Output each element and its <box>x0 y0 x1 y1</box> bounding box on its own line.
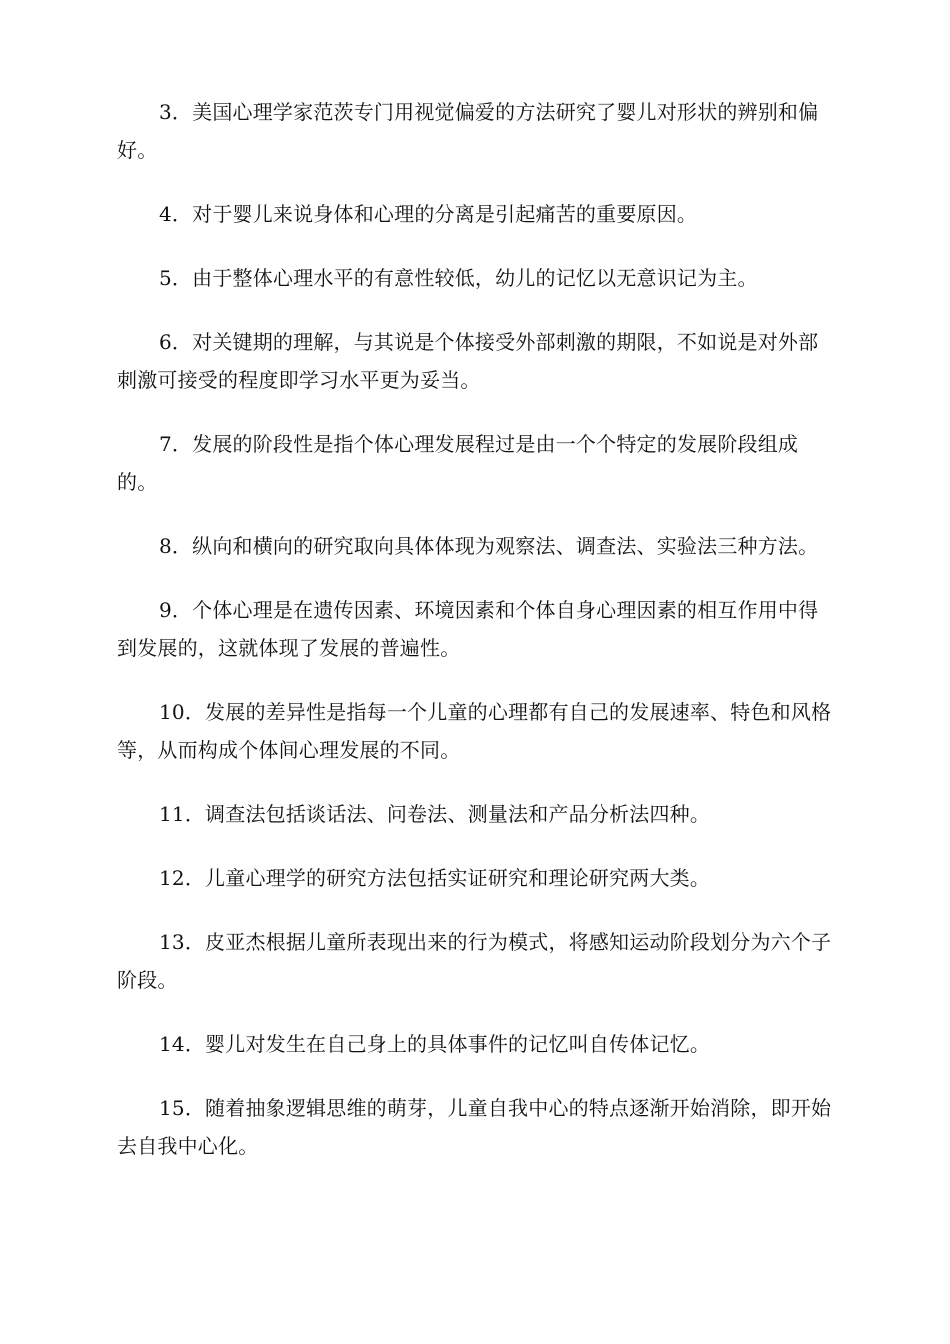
statement-item-11: 11．调查法包括谈话法、问卷法、测量法和产品分析法四种。 <box>159 802 711 826</box>
statement-item-13: 13．皮亚杰根据儿童所表现出来的行为模式，将感知运动阶段划分为六个子阶段。 <box>117 930 832 992</box>
statement-item-6: 6．对关键期的理解，与其说是个体接受外部刺激的期限，不如说是对外部刺激可接受的程度即学习水平更为妥当。 <box>117 330 819 392</box>
statement-item-15: 15．随着抽象逻辑思维的萌芽，儿童自我中心的特点逐渐开始消除，即开始去自我中心化。 <box>117 1096 832 1158</box>
statement-item-5: 5．由于整体心理水平的有意性较低，幼儿的记忆以无意识记为主。 <box>159 266 758 290</box>
statement-item-3: 3．美国心理学家范茨专门用视觉偏爱的方法研究了婴儿对形状的辨别和偏好。 <box>117 100 819 162</box>
statement-list <box>117 93 837 1191</box>
statement-item-9: 9．个体心理是在遗传因素、环境因素和个体自身心理因素的相互作用中得到发展的，这就体现了发展的普遍性。 <box>117 598 819 660</box>
statement-item-7: 7．发展的阶段性是指个体心理发展程过是由一个个特定的发展阶段组成的。 <box>117 432 799 494</box>
statement-item-4: 4．对于婴儿来说身体和心理的分离是引起痛苦的重要原因。 <box>159 202 698 226</box>
statement-item-8: 8．纵向和横向的研究取向具体体现为观察法、调查法、实验法三种方法。 <box>159 534 819 558</box>
statement-item-12: 12．儿童心理学的研究方法包括实证研究和理论研究两大类。 <box>159 866 711 890</box>
statement-item-14: 14．婴儿对发生在自己身上的具体事件的记忆叫自传体记忆。 <box>159 1032 711 1056</box>
statement-item-10: 10．发展的差异性是指每一个儿童的心理都有自己的发展速率、特色和风格等，从而构成个体间心理发展的不同。 <box>117 700 832 762</box>
